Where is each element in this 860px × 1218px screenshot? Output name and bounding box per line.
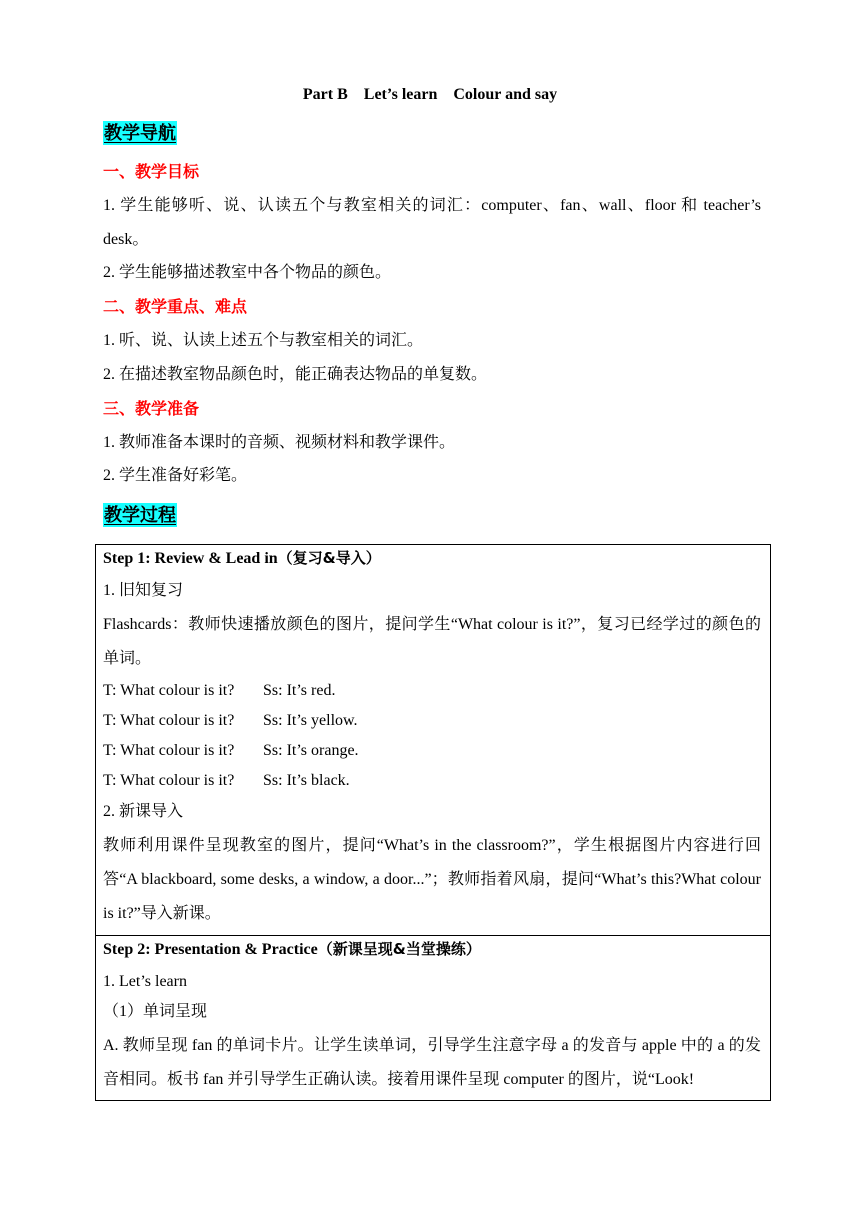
dialog-row <box>103 771 350 791</box>
dialog-students: Ss: It’s red. <box>263 682 336 699</box>
step2-sub2: （1）单词呈现 <box>103 1003 208 1020</box>
objective-item: 1. 学生能够听、说、认读五个与教室相关的词汇：computer、fan、wall、floor 和 teacher’s desk。 <box>103 197 761 248</box>
dialog-row <box>103 681 335 701</box>
step1-sub1: 1. 旧知复习 <box>103 582 184 599</box>
keypoint-item: 2. 在描述教室物品颜色时，能正确表达物品的单复数。 <box>103 366 488 383</box>
step2-heading-en: Step 2: Presentation & Practice <box>103 941 318 958</box>
title-learn: Let’s learn <box>363 86 438 103</box>
table-row-divider <box>95 935 771 936</box>
objective-item: 2. 学生能够描述教室中各个物品的颜色。 <box>103 264 392 281</box>
step1-flashcards: Flashcards：教师快速播放颜色的图片，提问学生“What colour is it?”，复习已经学过的颜色的单词。 <box>103 616 761 667</box>
dialog-teacher: T: What colour is it? <box>103 772 235 789</box>
page-title <box>0 85 860 105</box>
title-part: Part B <box>302 86 348 103</box>
dialog-row <box>103 711 358 731</box>
prep-item: 2. 学生准备好彩笔。 <box>103 467 248 484</box>
dialog-teacher: T: What colour is it? <box>103 742 235 759</box>
title-say: Colour and say <box>453 86 558 103</box>
step1-lead-in: 教师利用课件呈现教室的图片，提问“What’s in the classroom?”，学生根据图片内容进行回答“A blackboard, some desks, a window, a door...”；教师指着风扇，提问“What’s this?What colour is it?”导入新课。 <box>103 837 761 922</box>
guide-heading: 教学导航 <box>104 123 176 143</box>
step2-paragraph: A. 教师呈现 fan 的单词卡片。让学生读单词，引导学生注意字母 a 的发音与 apple 中的 a 的发音相同。板书 fan 并引导学生正确认读。接着用课件呈现 computer 的图片，说“Look! <box>103 1037 761 1088</box>
step1-heading-en: Step 1: Review & Lead in <box>103 550 278 567</box>
objectives-heading: 一、教学目标 <box>103 162 200 181</box>
prep-heading: 三、教学准备 <box>103 399 200 418</box>
keypoint-item: 1. 听、说、认读上述五个与教室相关的词汇。 <box>103 332 424 349</box>
step2-heading <box>103 939 481 960</box>
prep-item: 1. 教师准备本课时的音频、视频材料和教学课件。 <box>103 434 456 451</box>
step2-heading-cn: （新课呈现&当堂操练） <box>317 940 481 958</box>
dialog-students: Ss: It’s black. <box>263 772 350 789</box>
step1-heading <box>103 548 381 569</box>
keypoints-heading: 二、教学重点、难点 <box>103 297 248 316</box>
step1-heading-cn: （复习&导入） <box>277 549 381 567</box>
step1-sub2: 2. 新课导入 <box>103 803 184 820</box>
dialog-teacher: T: What colour is it? <box>103 712 235 729</box>
process-heading: 教学过程 <box>104 505 176 525</box>
dialog-teacher: T: What colour is it? <box>103 682 235 699</box>
dialog-students: Ss: It’s orange. <box>263 742 359 759</box>
step2-sub1: 1. Let’s learn <box>103 973 187 990</box>
dialog-students: Ss: It’s yellow. <box>263 712 358 729</box>
dialog-row <box>103 741 359 761</box>
